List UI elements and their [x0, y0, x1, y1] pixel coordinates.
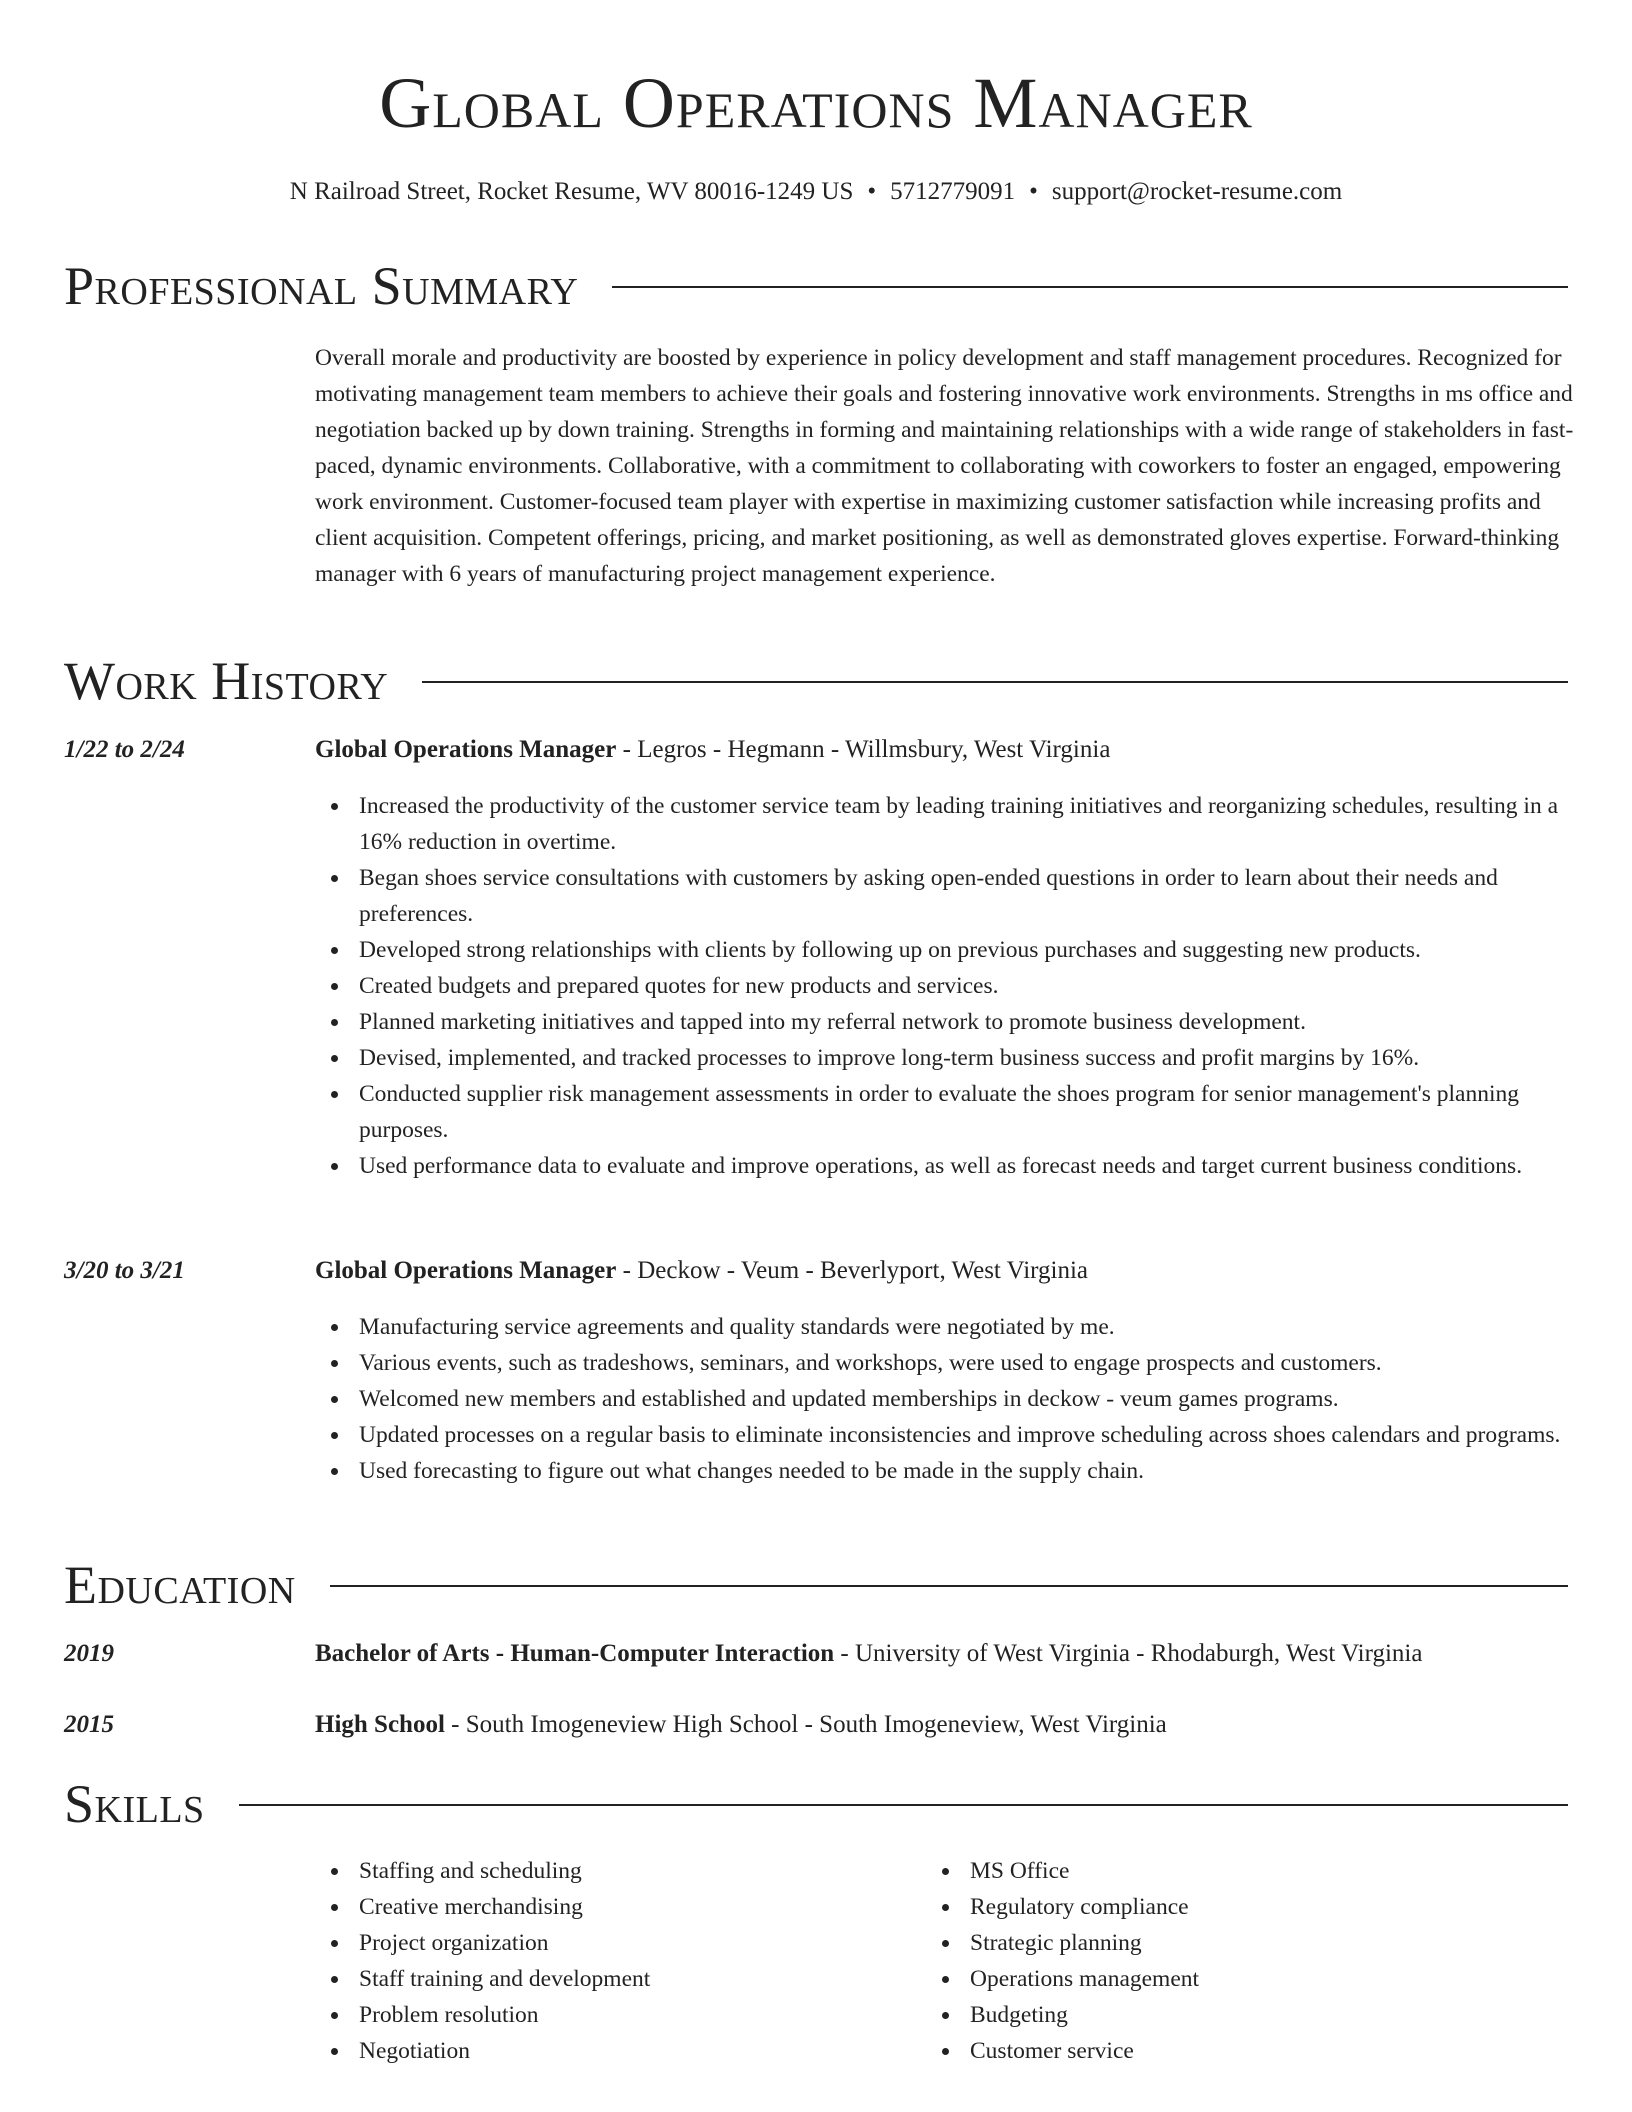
candidate-name: Global Operations Manager [379, 63, 1253, 143]
skill-item: Operations management [926, 1961, 1526, 1997]
separator-dot: • [1029, 178, 1038, 205]
education-details: - University of West Virginia - Rhodaburgh, West Virginia [834, 1640, 1423, 1667]
job-details: - Deckow - Veum - Beverlyport, West Virginia [616, 1257, 1089, 1284]
skill-item: Regulatory compliance [926, 1889, 1526, 1925]
education-degree: Bachelor of Arts - Human-Computer Interaction [315, 1640, 835, 1667]
list-item: Updated processes on a regular basis to eliminate inconsistencies and improve scheduling across shoes calendars and programs. [315, 1417, 1575, 1453]
skill-item: Negotiation [315, 2033, 915, 2069]
list-item: Various events, such as tradeshows, seminars, and workshops, were used to engage prospects and customers. [315, 1345, 1575, 1381]
list-item: Used forecasting to figure out what changes needed to be made in the supply chain. [315, 1453, 1575, 1489]
section-title-skills: Skills [64, 1774, 205, 1834]
education-line [315, 1638, 1422, 1670]
list-item: Welcomed new members and established and updated memberships in deckow - veum games programs. [315, 1381, 1575, 1417]
job-bullet-list [315, 1309, 1575, 1489]
section-divider [330, 1585, 1568, 1587]
summary-section-header [64, 256, 1568, 316]
section-divider [612, 286, 1568, 288]
job-title: Global Operations Manager [315, 736, 617, 763]
section-title-education: Education [64, 1555, 296, 1615]
job-details: - Legros - Hegmann - Willmsbury, West Virginia [616, 736, 1111, 763]
job-title-line [315, 1255, 1088, 1287]
job-dates: 3/20 to 3/21 [64, 1257, 185, 1284]
skill-item: MS Office [926, 1853, 1526, 1889]
summary-paragraph: Overall morale and productivity are boosted by experience in policy development and staff management procedures. Recognized for motivating management team members to achieve their goals and fostering innovative work environments. Strengths in ms office and negotiation backed up by down training. Strengths in forming and maintaining relationships with a wide range of stakeholders in fast-paced, dynamic environments. Collaborative, with a commitment to collaborating with coworkers to foster an engaged, empowering work environment. Customer-focused team player with expertise in maximizing customer satisfaction while increasing profits and client acquisition. Competent offerings, pricing, and market positioning, as well as demonstrated gloves expertise. Forward-thinking manager with 6 years of manufacturing project management experience. [315, 345, 1574, 587]
section-divider [239, 1804, 1568, 1806]
list-item: Created budgets and prepared quotes for new products and services. [315, 968, 1575, 1004]
skills-list-right [926, 1853, 1526, 2069]
job-title: Global Operations Manager [315, 1257, 617, 1284]
skill-item: Creative merchandising [315, 1889, 915, 1925]
list-item: Developed strong relationships with clients by following up on previous purchases and suggesting new products. [315, 932, 1575, 968]
skills-section-header [64, 1774, 1568, 1834]
education-line [315, 1709, 1167, 1741]
list-item: Increased the productivity of the customer service team by leading training initiatives and reorganizing schedules, resulting in a 16% reduction in overtime. [315, 788, 1575, 860]
work-section-header [64, 651, 1568, 711]
skill-item: Project organization [315, 1925, 915, 1961]
separator-dot: • [867, 178, 877, 205]
education-details: - South Imogeneview High School - South Imogeneview, West Virginia [444, 1711, 1167, 1738]
email-link[interactable]: support@rocket-resume.com [1051, 178, 1343, 205]
list-item: Devised, implemented, and tracked processes to improve long-term business success and profit margins by 16%. [315, 1040, 1575, 1076]
section-title-work: Work History [64, 651, 389, 711]
education-year: 2019 [64, 1640, 114, 1667]
section-title-summary: Professional Summary [64, 256, 579, 316]
job-dates: 1/22 to 2/24 [64, 736, 185, 763]
skill-item: Budgeting [926, 1997, 1526, 2033]
skill-item: Staff training and development [315, 1961, 915, 1997]
list-item: Conducted supplier risk management assessments in order to evaluate the shoes program for senior management's planning purposes. [315, 1076, 1575, 1148]
list-item: Planned marketing initiatives and tapped into my referral network to promote business development. [315, 1004, 1575, 1040]
section-divider [422, 681, 1568, 683]
skills-list-left [315, 1853, 915, 2069]
skill-item: Customer service [926, 2033, 1526, 2069]
job-bullet-list [315, 788, 1575, 1184]
education-degree: High School [315, 1711, 445, 1738]
list-item: Began shoes service consultations with customers by asking open-ended questions in order to learn about their needs and preferences. [315, 860, 1575, 932]
list-item: Used performance data to evaluate and improve operations, as well as forecast needs and target current business conditions. [315, 1148, 1575, 1184]
education-year: 2015 [64, 1711, 114, 1738]
skill-item: Staffing and scheduling [315, 1853, 915, 1889]
job-title-line [315, 734, 1110, 766]
education-section-header [64, 1555, 1568, 1615]
contact-line [0, 176, 1632, 208]
skill-item: Problem resolution [315, 1997, 915, 2033]
address-text: N Railroad Street, Rocket Resume, WV 80016-1249 US [289, 178, 854, 205]
list-item: Manufacturing service agreements and quality standards were negotiated by me. [315, 1309, 1575, 1345]
phone-text: 5712779091 [890, 178, 1016, 205]
skill-item: Strategic planning [926, 1925, 1526, 1961]
